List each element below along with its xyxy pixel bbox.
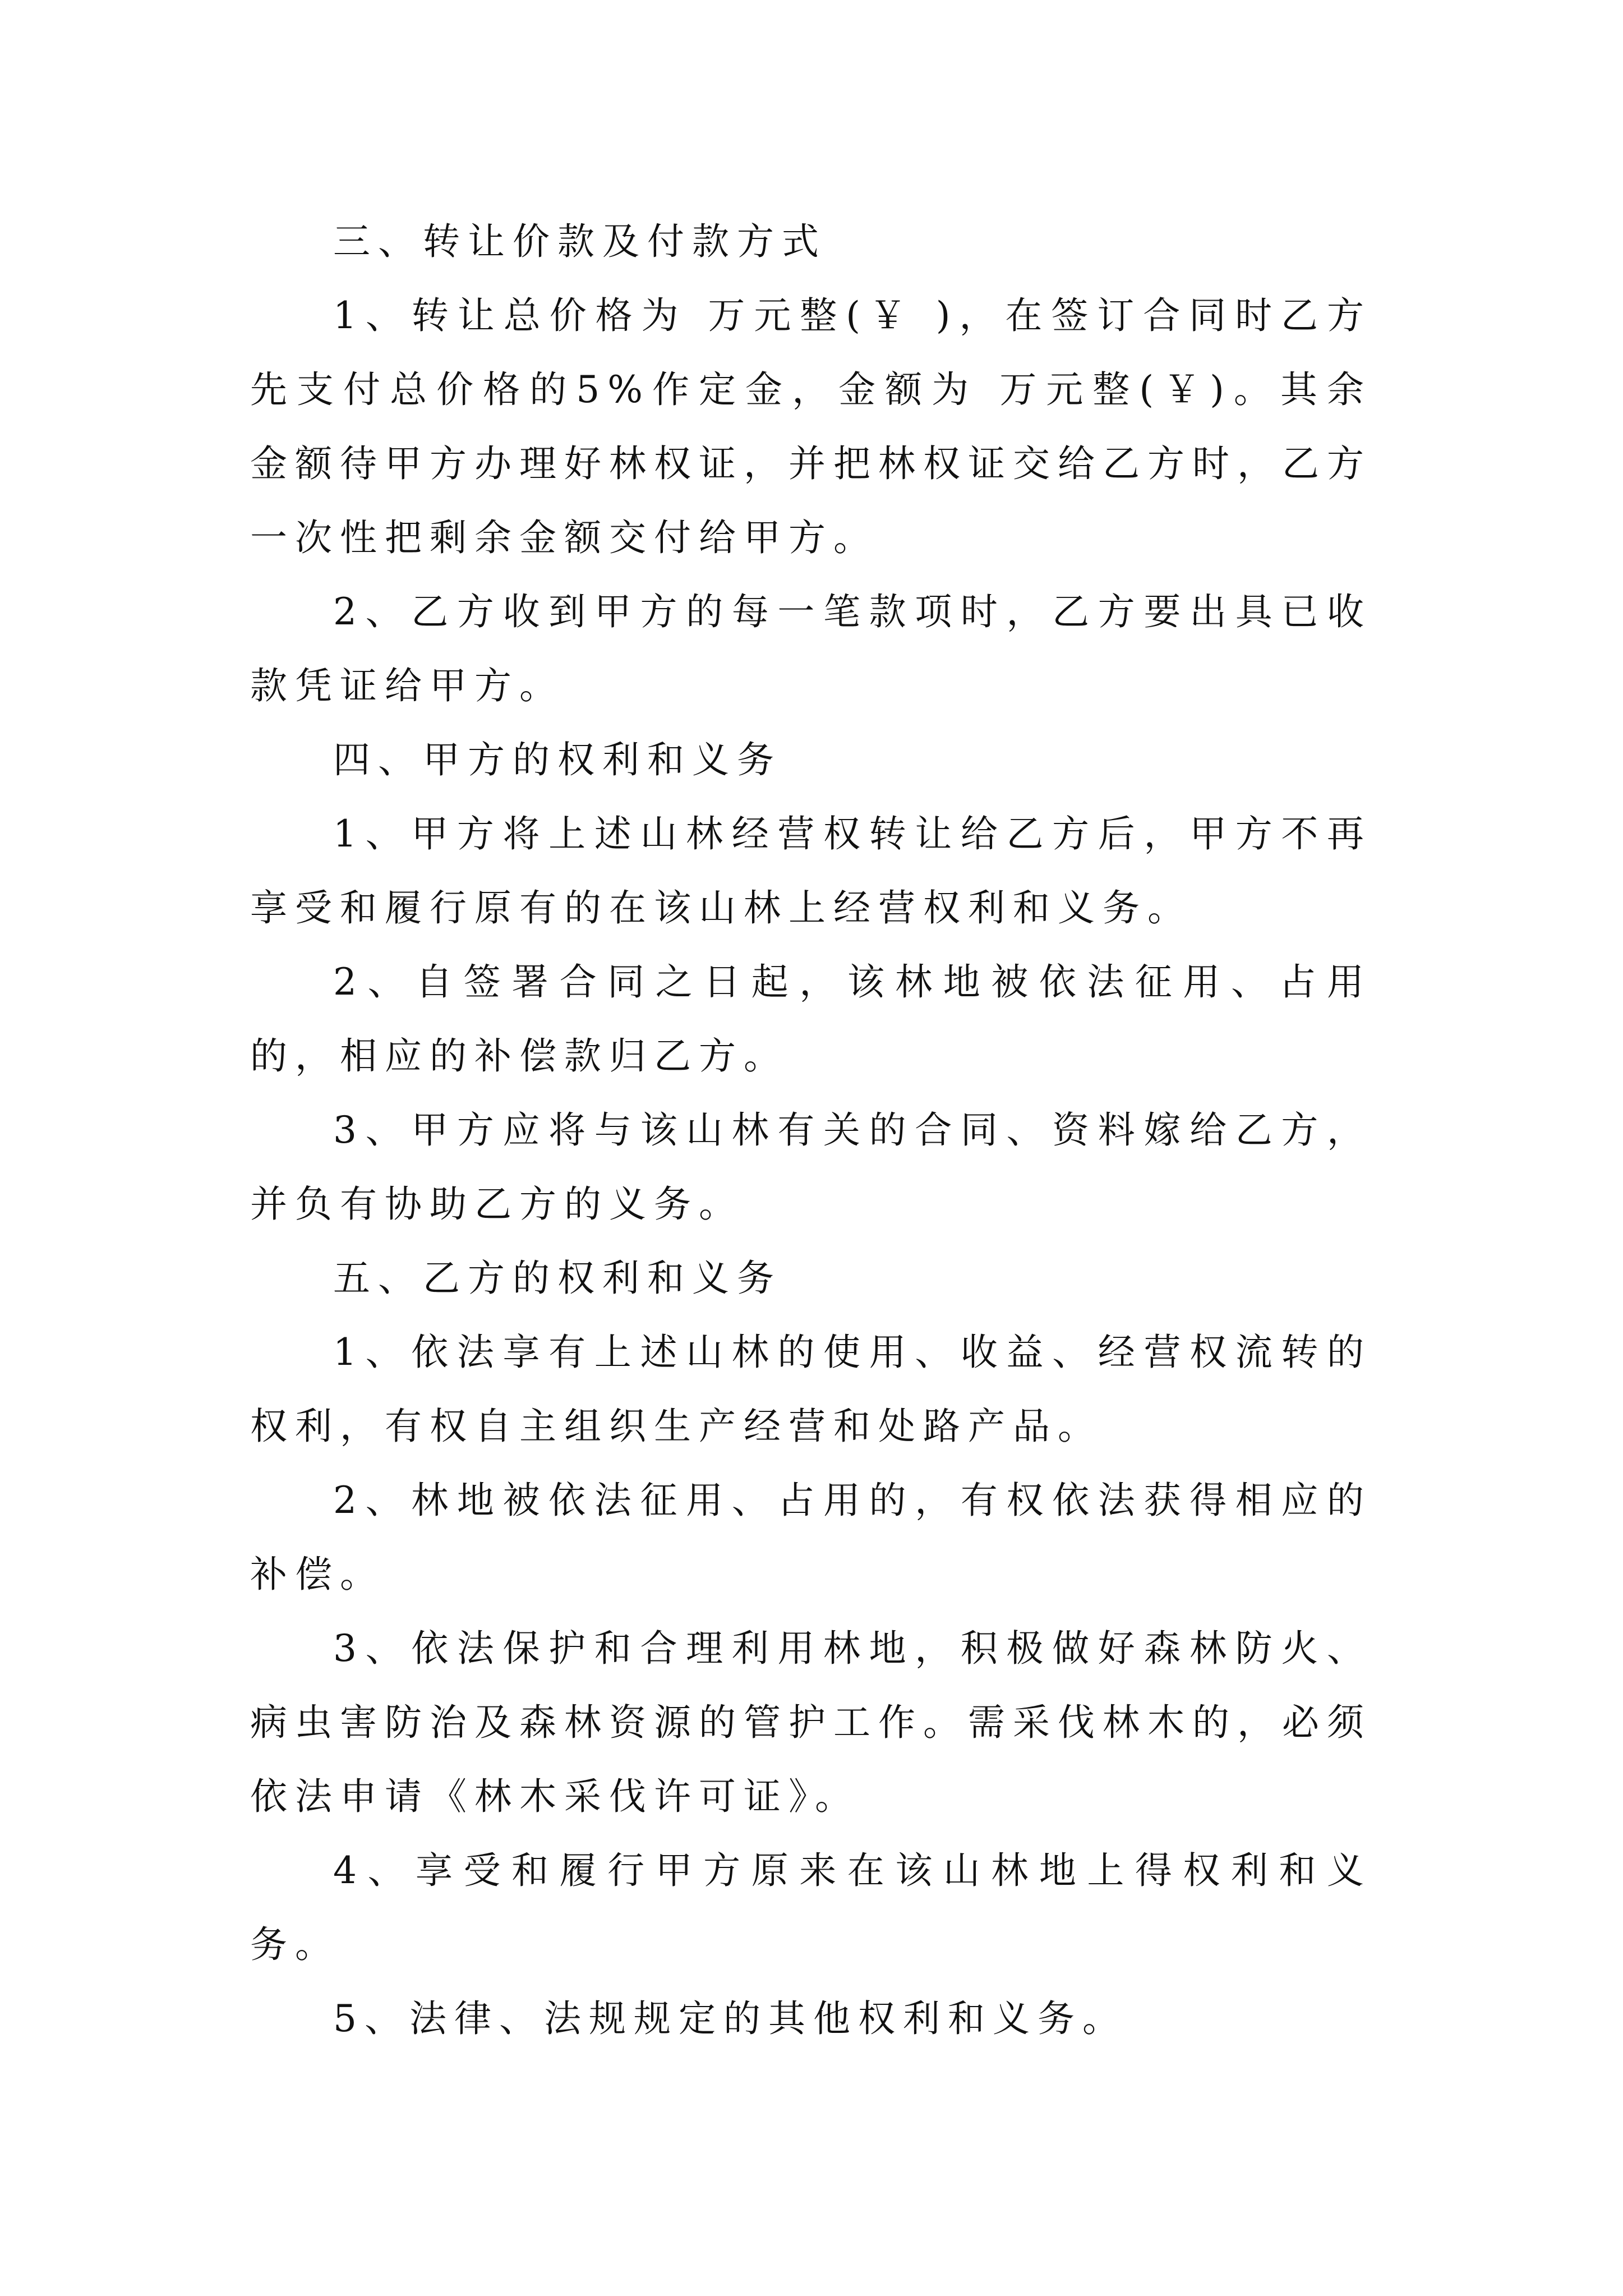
payment-clause-1: 1、转让总价格为 万元整(￥ )，在签订合同时乙方先支付总价格的5%作定金，金额为 万元整(￥)。其余金额待甲方办理好林权证，并把林权证交给乙方时，乙方一次性把剩余金额交付给甲方。 [250,294,1372,559]
party-b-clause-5: 5、法律、法规规定的其他权利和义务。 [333,1997,1127,2040]
party-b-clause-2: 2、林地被依法征用、占用的，有权依法获得相应的补偿。 [250,1479,1372,1596]
section-heading-payment: 三、转让价款及付款方式 [333,220,827,263]
payment-clause-2: 2、乙方收到甲方的每一笔款项时，乙方要出具已收款凭证给甲方。 [250,590,1372,707]
section-heading-party-a: 四、甲方的权利和义务 [333,738,782,781]
party-b-clause-4: 4、享受和履行甲方原来在该山林地上得权利和义务。 [250,1849,1372,1966]
party-b-clause-3: 3、依法保护和合理利用林地，积极做好森林防火、病虫害防治及森林资源的管护工作。需采伐林木的，必须依法申请《林木采伐许可证》。 [250,1627,1372,1818]
section-heading-party-b: 五、乙方的权利和义务 [333,1257,782,1300]
party-a-clause-1: 1、甲方将上述山林经营权转让给乙方后，甲方不再享受和履行原有的在该山林上经营权利和义务。 [250,812,1372,930]
party-a-clause-2: 2、自签署合同之日起，该林地被依法征用、占用的，相应的补偿款归乙方。 [250,960,1372,1078]
party-b-clause-1: 1、依法享有上述山林的使用、收益、经营权流转的权利，有权自主组织生产经营和处路产品。 [250,1331,1372,1448]
party-a-clause-3: 3、甲方应将与该山林有关的合同、资料嫁给乙方，并负有协助乙方的义务。 [250,1108,1372,1226]
document-body [250,205,1372,2056]
